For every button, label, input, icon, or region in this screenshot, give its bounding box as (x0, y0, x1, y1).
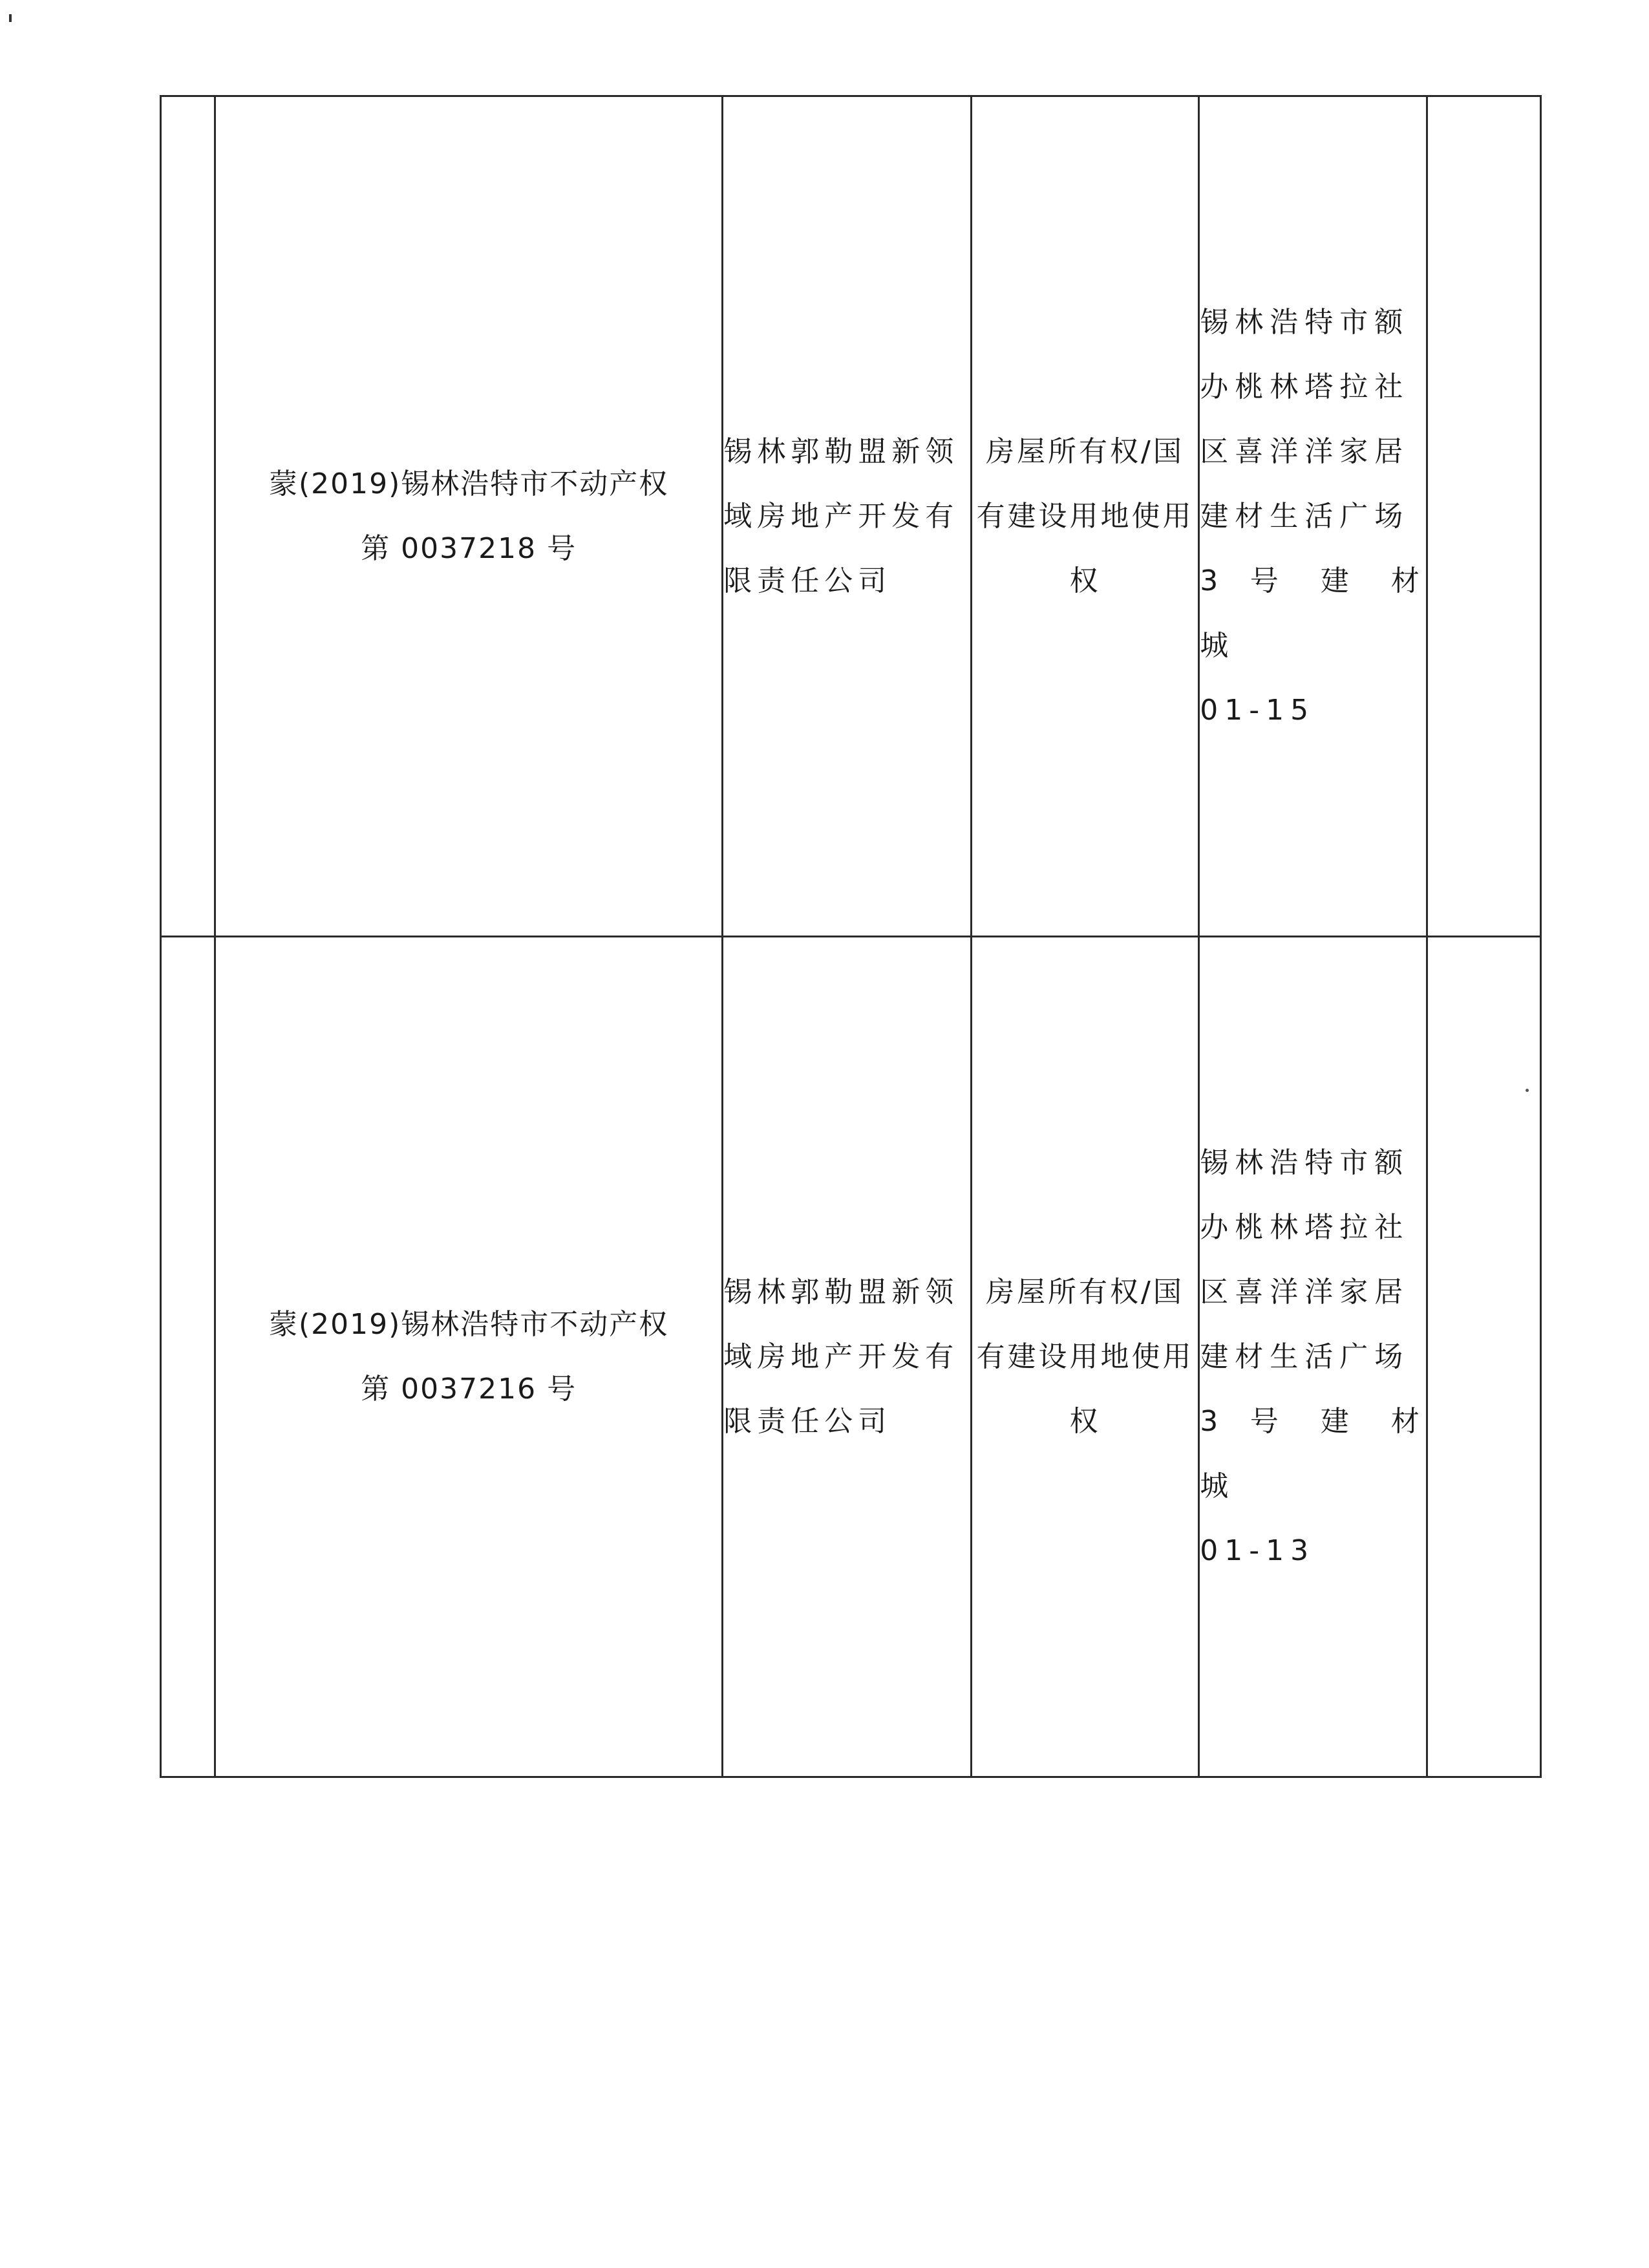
note-cell (1427, 937, 1540, 1777)
certificate-number-line: 第 0037218 号 (361, 531, 577, 565)
certificate-number-line: 第 0037216 号 (361, 1372, 577, 1406)
index-cell (161, 96, 215, 937)
location-line: 锡林浩特市额 (1200, 1146, 1410, 1179)
location-line: 01-13 (1200, 1534, 1315, 1567)
location-line: 锡林浩特市额 (1200, 305, 1410, 339)
certificate-number-cell (215, 937, 723, 1777)
owner-cell: 锡林郭勒盟新领域房地产开发有限责任公司 (723, 96, 972, 937)
table-row (161, 96, 1541, 937)
location-cell (1199, 937, 1427, 1777)
right-type-cell: 房屋所有权/国有建设用地使用权 (971, 96, 1198, 937)
certificate-number-line: 蒙(2019)锡林浩特市不动产权 (269, 1307, 669, 1341)
table-row (161, 937, 1541, 1777)
location-line: 区喜洋洋家居 (1200, 1275, 1410, 1309)
location-line: 3 号 建 材 城 (1200, 1404, 1426, 1503)
location-line: 区喜洋洋家居 (1200, 434, 1410, 468)
location-line: 建材生活广场 (1200, 499, 1410, 533)
right-type-cell: 房屋所有权/国有建设用地使用权 (971, 937, 1198, 1777)
location-cell (1199, 96, 1427, 937)
location-line: 办桃林塔拉社 (1200, 370, 1410, 403)
location-line: 办桃林塔拉社 (1200, 1210, 1410, 1244)
location-line: 建材生活广场 (1200, 1340, 1410, 1373)
owner-cell: 锡林郭勒盟新领域房地产开发有限责任公司 (723, 937, 972, 1777)
property-registry-table (160, 95, 1542, 1778)
scan-mark (9, 14, 12, 22)
index-cell (161, 937, 215, 1777)
certificate-number-cell (215, 96, 723, 937)
location-line: 01-15 (1200, 693, 1315, 727)
note-cell (1427, 96, 1540, 937)
location-line: 3 号 建 材 城 (1200, 564, 1426, 662)
certificate-number-line: 蒙(2019)锡林浩特市不动产权 (269, 467, 669, 500)
